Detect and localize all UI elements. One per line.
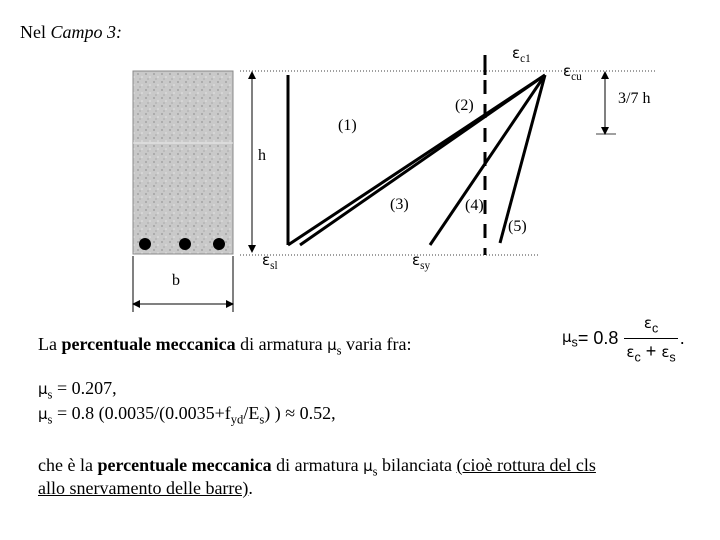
esl-symbol: ε [262, 251, 271, 269]
heading-prefix: Nel [20, 22, 51, 42]
ecu-label [563, 62, 582, 83]
formula-den-s-sub: s [669, 350, 676, 365]
concl-underlined-2: allo snervamento delle barre) [38, 478, 249, 498]
profile-1-label: (1) [338, 117, 357, 134]
profile-5-label: (5) [508, 218, 527, 235]
mu-max-part-b: /E [243, 403, 260, 423]
esl-subscript: sl [270, 260, 278, 273]
intro-b: di armatura [235, 334, 328, 354]
concl-end: . [248, 478, 253, 498]
concl-c: bilanciata [377, 455, 457, 475]
mu-max-part-c: ) ) ≈ 0.52, [264, 403, 336, 423]
mu-subscript: s [336, 343, 342, 358]
formula-eq: = 0.8 [577, 327, 619, 348]
mu-min-line [38, 378, 117, 403]
mu-max-part-a: = 0.8 (0.0035/(0.0035+f [52, 403, 231, 423]
profile-3-label: (3) [390, 196, 409, 213]
esy-symbol: ε [412, 251, 421, 269]
ec1-symbol: ε [512, 44, 521, 62]
rebar-center [179, 238, 191, 250]
formula-lhs [562, 326, 578, 350]
mu-symbol: μ [327, 336, 337, 354]
formula-num-eps: ε [643, 313, 652, 332]
profile-4 [430, 75, 545, 245]
concl-a: che è la [38, 455, 98, 475]
formula-den-eps-s: ε [661, 342, 670, 361]
mu-min-symbol: μ [38, 380, 48, 398]
intro-a: La [38, 334, 62, 354]
formula-num-sub: c [651, 321, 659, 336]
esy-subscript: sy [420, 260, 431, 273]
ecu-subscript: cu [571, 71, 582, 84]
formula-mu-sub: s [571, 335, 578, 350]
mu-max-sub: s [47, 412, 53, 427]
ec1-label [512, 44, 531, 65]
formula-mu: μ [562, 328, 572, 347]
rebar-right [213, 238, 225, 250]
formula-denominator [624, 339, 677, 365]
concl-underlined-1: (cioè rottura del cls [456, 455, 596, 475]
ec1-subscript: c1 [520, 53, 531, 66]
concl-mu-sub: s [372, 464, 378, 479]
mu-max-line [38, 403, 336, 428]
concl-b: di armatura [271, 455, 364, 475]
mu-max-s-sub: s [259, 412, 265, 427]
h-label: h [258, 147, 266, 164]
three-sevenths-h-label: 3/7 h [618, 90, 651, 107]
balanced-ratio-formula [562, 308, 685, 368]
concl-bold: percentuale meccanica [97, 455, 272, 475]
conclusion-line-2 [38, 478, 253, 499]
intro-sentence [38, 334, 411, 359]
ecu-symbol: ε [563, 62, 572, 80]
formula-fraction [624, 312, 677, 364]
intro-c: varia fra: [341, 334, 412, 354]
formula-den-c-sub: c [634, 350, 641, 365]
concrete-section [133, 71, 233, 254]
mu-min-value: = 0.207, [52, 378, 117, 398]
formula-den-eps-c: ε [626, 342, 635, 361]
b-label: b [172, 272, 180, 289]
profile-4-label: (4) [465, 197, 484, 214]
concl-mu-symbol: μ [363, 457, 373, 475]
esl-label [262, 251, 278, 272]
conclusion-line-1 [38, 455, 596, 480]
rebar-left [139, 238, 151, 250]
mu-min-sub: s [47, 387, 53, 402]
formula-plus: + [640, 340, 662, 361]
intro-bold: percentuale meccanica [61, 334, 236, 354]
formula-dot: . [679, 327, 685, 348]
mu-max-symbol: μ [38, 405, 48, 423]
mu-max-yd-sub: yd [230, 412, 244, 427]
profile-2-label: (2) [455, 97, 474, 114]
heading-campo: Campo 3: [50, 22, 122, 42]
esy-label [412, 251, 430, 272]
formula-numerator [640, 312, 662, 338]
